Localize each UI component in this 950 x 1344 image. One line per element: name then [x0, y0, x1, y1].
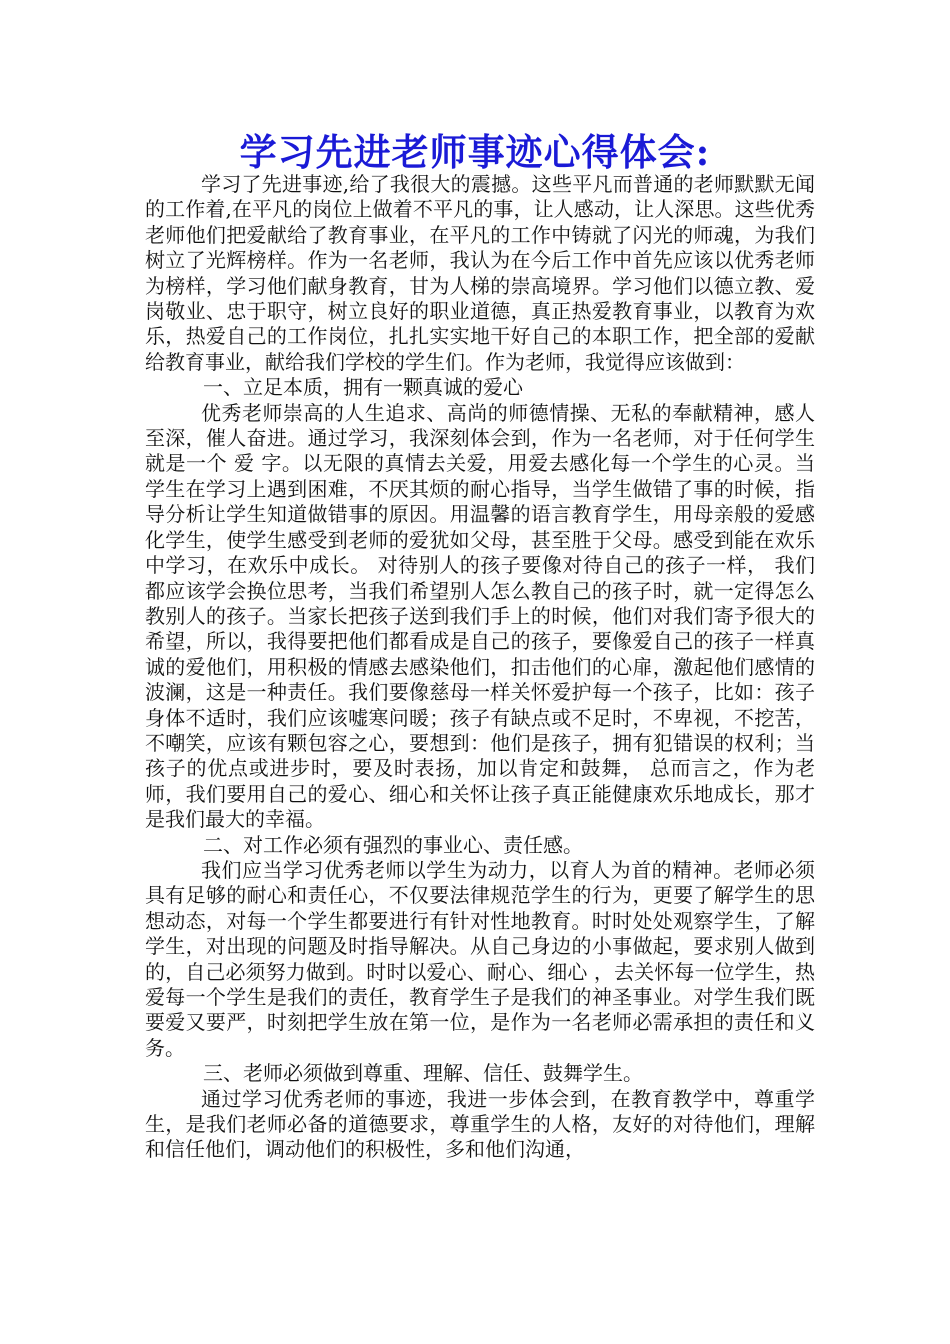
section-2-paragraph: 我们应当学习优秀老师以学生为动力，以育人为首的精神。老师必须具有足够的耐心和责任心，不仅要法律规范学生的行为，更要了解学生的思想动态，对每一个学生都要进行有针对性地教育。时时处处观察学生，了解学生，对出现的问题及时指导解决。从自己身边的小事做起，要求别人做到的，自己必须努力做到。时时以爱心、耐心、细心 ，去关怀每一位学生，热爱每一个学生是我们的责任，教育学生子是我们的神圣事业。对学生我们既要爱又要严，时刻把学生放在第一位，是作为一名老师必需承担的责任和义务。: [145, 857, 815, 1060]
document-title: 学习先进老师事迹心得体会:: [239, 130, 711, 174]
document-body: [145, 172, 815, 1163]
intro-paragraph: 学习了先进事迹,给了我很大的震撼。这些平凡而普通的老师默默无闻的工作着,在平凡的岗位上做着不平凡的事，让人感动，让人深思。这些优秀老师他们把爱献给了教育事业，在平凡的工作中铸就了闪光的师魂，为我们树立了光辉榜样。作为一名老师，我认为在今后工作中首先应该以优秀老师为榜样，学习他们献身教育，甘为人梯的崇高境界。学习他们以德立教、爱岗敬业、忠于职守，树立良好的职业道德，真正热爱教育事业，以教育为欢乐，热爱自己的工作岗位，扎扎实实地干好自己的本职工作，把全部的爱献给教育事业，献给我们学校的学生们。作为老师，我觉得应该做到：: [145, 172, 815, 374]
section-heading-3: 三、老师必须做到尊重、理解、信任、鼓舞学生。: [203, 1061, 643, 1086]
section-heading-2: 二、对工作必须有强烈的事业心、责任感。: [203, 832, 583, 857]
section-heading-1: 一、立足本质，拥有一颗真诚的爱心: [203, 375, 523, 400]
section-1-paragraph: 优秀老师崇高的人生追求、高尚的师德情操、无私的奉献精神，感人至深，催人奋进。通过学习，我深刻体会到，作为一名老师，对于任何学生就是一个 爱 字。以无限的真情去关爱，用爱去感化每一个学生的心灵。当学生在学习上遇到困难，不厌其烦的耐心指导，当学生做错了事的时候，指导分析让学生知道做错事的原因。用温馨的语言教育学生，用母亲般的爱感化学生，使学生感受到老师的爱犹如父母，甚至胜于父母。感受到能在欢乐中学习，在欢乐中成长。 对待别人的孩子要像对待自己的孩子一样， 我们都应该学会换位思考，当我们希望别人怎么教自己的孩子时，就一定得怎么教别人的孩子。当家长把孩子送到我们手上的时候，他们对我们寄予很大的希望，所以，我得要把他们都看成是自己的孩子，要像爱自己的孩子一样真诚的爱他们，用积极的情感去感染他们，扣击他们的心扉，激起他们感情的波澜，这是一种责任。我们要像慈母一样关怀爱护每一个孩子，比如：孩子身体不适时，我们应该嘘寒问暖；孩子有缺点或不足时，不卑视，不挖苦，不嘲笑，应该有颗包容之心，要想到：他们是孩子，拥有犯错误的权利；当孩子的优点或进步时，要及时表扬，加以肯定和鼓舞， 总而言之，作为老师，我们要用自己的爱心、细心和关怀让孩子真正能健康欢乐地成长，那才是我们最大的幸福。: [145, 400, 815, 832]
section-3-paragraph: 通过学习优秀老师的事迹，我进一步体会到，在教育教学中，尊重学生，是我们老师必备的道德要求，尊重学生的人格，友好的对待他们，理解和信任他们，调动他们的积极性，多和他们沟通，: [145, 1086, 815, 1162]
